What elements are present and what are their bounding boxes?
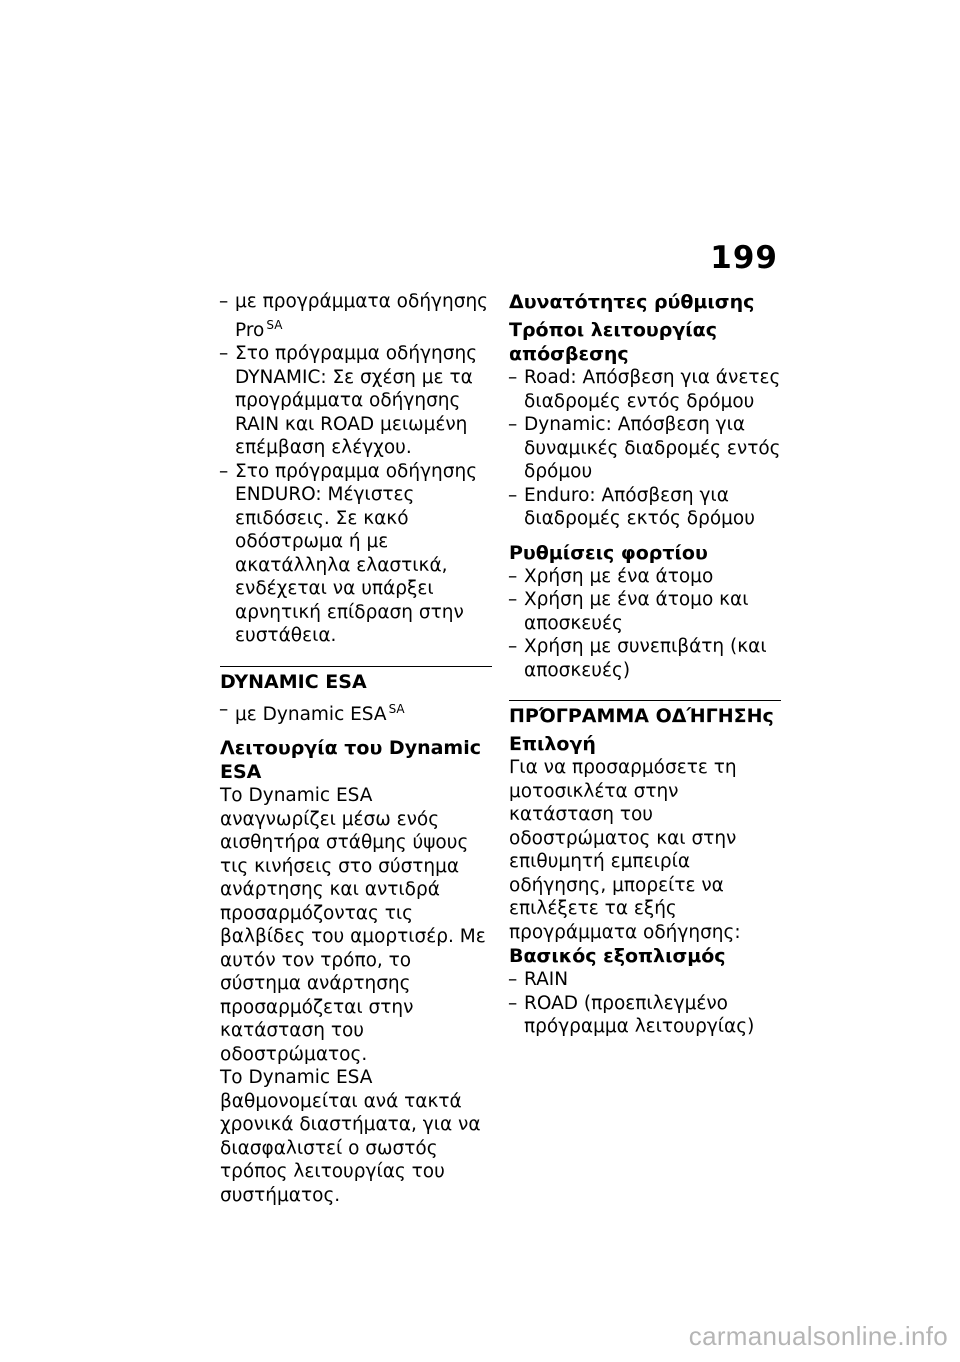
list-item: – RAIN	[509, 968, 781, 992]
list-item-text: με προγράμματα οδήγησης Pro	[235, 291, 489, 341]
paragraph: Το Dynamic ESA αναγνωρίζει μέσω ενός αισθητήρα στάθμης ύψους τις κινήσεις στο σύστημα ανάρτησης και αντιδρά προσαρμόζοντας τις βαλβίδες του αμορτισέρ. Με αυτόν τον τρόπο, το σύστημα ανάρτησης προσαρμόζεται στην κατάσταση του οδοστρώματος.	[220, 785, 486, 1065]
page-number: 199	[710, 240, 778, 276]
heading-settings: Δυνατότητες ρύθμισης	[509, 291, 755, 313]
left-column	[220, 290, 492, 1207]
list-item: – Road: Απόσβεση για άνετες διαδρομές εντός δρόμου	[509, 366, 781, 413]
list-item	[220, 342, 492, 460]
list-item: – ROAD (προεπιλεγμένο πρόγραμμα λειτουργίας)	[509, 992, 781, 1039]
list-item	[220, 290, 492, 342]
right-column	[509, 290, 781, 1039]
heading-damping-modes: Τρόποι λειτουργίας απόσβεσης	[509, 319, 717, 365]
sa-superscript: SA	[388, 701, 405, 716]
list-item-text: Στο πρόγραμμα οδήγησης DYNAMIC: Σε σχέση με τα προγράμματα οδήγησης RAIN και ROAD μειωμένη επέμβαση ελέγχου.	[235, 343, 478, 458]
list-item: – Χρήση με ένα άτομο	[509, 565, 781, 589]
list-item-text: με Dynamic ESA	[235, 703, 387, 725]
list-item	[220, 460, 492, 648]
paragraph: Το Dynamic ESA βαθμονομείται ανά τακτά χρονικά διαστήματα, για να διασφαλιστεί ο σωστός τρόπος λειτουργίας του συστήματος.	[220, 1067, 481, 1206]
heading-selection: Επιλογή	[509, 733, 596, 755]
heading-standard-equipment: Βασικός εξοπλισμός	[509, 945, 726, 967]
list-item: – Enduro: Απόσβεση για διαδρομές εκτός δρόμου	[509, 484, 781, 531]
list-item	[220, 698, 492, 727]
sa-superscript: SA	[266, 317, 283, 332]
subheading-function: Λειτουργία του Dynamic ESA	[220, 737, 482, 783]
list-item: – Χρήση με ένα άτομο και αποσκευές	[509, 588, 781, 635]
list-item: – Dynamic: Απόσβεση για δυναμικές διαδρομές εντός δρόμου	[509, 413, 781, 484]
watermark-text: carmanualsonline.info	[688, 1321, 948, 1351]
list-item: – Χρήση με συνεπιβάτη (και αποσκευές)	[509, 635, 781, 682]
paragraph: Για να προσαρμόσετε τη μοτοσικλέτα στην κατάσταση του οδοστρώματος και στην επιθυμητή εμπειρία οδήγησης, μπορείτε να επιλέξετε τα εξής προγράμματα οδήγησης:	[509, 757, 741, 943]
heading-load-settings: Ρυθμίσεις φορτίου	[509, 541, 708, 564]
list-item-text: Στο πρόγραμμα οδήγησης ENDURO: Μέγιστες επιδόσεις. Σε κακό οδόστρωμα ή με ακατάλληλα ελαστικά, ενδέχεται να υπάρξει αρνητική επίδραση στην ευστάθεια.	[235, 460, 478, 646]
section-title-dynamic-esa: DYNAMIC ESA	[220, 666, 492, 694]
section-title-riding-mode: ΠΡΌΓΡΑΜΜΑ ΟΔΉΓΗΣΗς	[509, 700, 781, 728]
